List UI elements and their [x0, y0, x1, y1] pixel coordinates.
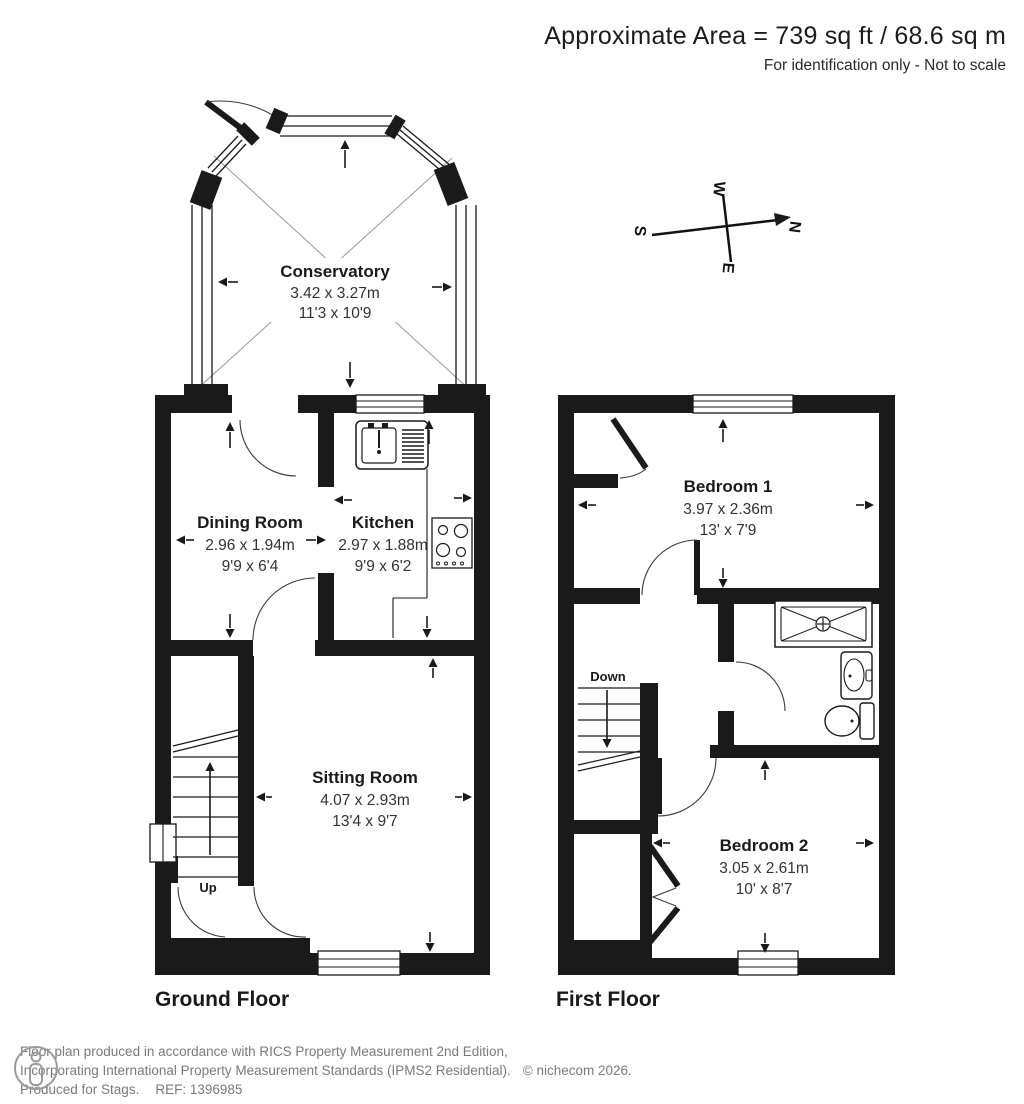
up-label: Up [199, 880, 217, 895]
room-metric-kitchen: 2.97 x 1.88m [338, 537, 428, 554]
bathroom-fixtures [775, 601, 874, 739]
ground-floor-title: Ground Floor [155, 988, 290, 1011]
room-imperial-sitting: 13'4 x 9'7 [332, 813, 398, 830]
cupboard-wall-bottom [574, 940, 652, 960]
bedroom2-window [738, 951, 798, 975]
room-imperial-kitchen: 9'9 x 6'2 [354, 558, 412, 575]
stair-break-line [578, 757, 640, 771]
room-metric-conservatory: 3.42 x 3.27m [290, 285, 380, 302]
kitchen-hob [432, 518, 472, 568]
cupboard-wall-top [574, 820, 658, 834]
cupboard-wall [640, 820, 652, 942]
sitting-room-window [318, 951, 400, 975]
room-metric-bedroom2: 3.05 x 2.61m [719, 860, 809, 877]
ground-windows [150, 395, 424, 975]
room-metric-bedroom1: 3.97 x 2.36m [683, 501, 773, 518]
compass-north-label: N [785, 220, 804, 234]
ground-stairs [173, 730, 238, 895]
compass-south-label: S [630, 224, 649, 237]
first-floor-plan [556, 395, 895, 1011]
compass-east-label: E [718, 261, 737, 275]
bedroom1-door [642, 540, 697, 595]
room-name-conservatory: Conservatory [280, 262, 390, 281]
room-name-kitchen: Kitchen [351, 513, 415, 532]
stairwell-wall-first [640, 683, 658, 820]
room-imperial-dining: 9'9 x 6'4 [221, 558, 279, 575]
bedroom1-closet-stub [574, 474, 618, 488]
conservatory-right-window [456, 205, 476, 386]
kitchen-partition-lower [318, 573, 334, 640]
sink-drainer [402, 430, 424, 462]
room-metric-sitting: 4.07 x 2.93m [320, 792, 410, 809]
conservatory-left-window [192, 205, 212, 386]
footer-text [20, 1042, 632, 1099]
stair-break-line [578, 751, 640, 765]
room-imperial-bedroom2: 10' x 8'7 [735, 881, 793, 898]
first-labels [556, 477, 809, 1011]
stairwell-wall [238, 656, 254, 886]
room-metric-dining: 2.96 x 1.94m [205, 537, 295, 554]
bathroom-door-arc [736, 662, 785, 711]
footer-line1: Floor plan produced in accordance with RICS Property Measurement 2nd Edition, [20, 1044, 508, 1059]
reference-number: REF: 1396985 [155, 1082, 243, 1097]
conservatory-top-window [280, 116, 392, 136]
room-imperial-bedroom1: 13' x 7'9 [699, 522, 757, 539]
bathroom-bedroom2-wall [710, 745, 879, 758]
room-name-sitting: Sitting Room [312, 768, 418, 787]
ground-floor-plan [150, 101, 490, 1011]
basin [841, 652, 872, 699]
room-name-bedroom1: Bedroom 1 [683, 477, 773, 496]
kitchen-sink [356, 421, 428, 469]
copyright-label: © nichecom 2026. [522, 1063, 632, 1078]
dining-sitting-door-arc [253, 578, 315, 640]
compass-rose [631, 181, 804, 275]
conservatory-post [390, 124, 400, 130]
conservatory-door [206, 101, 276, 132]
conservatory-left-angled-window [208, 136, 246, 176]
disclaimer-label: For identification only - Not to scale [763, 57, 1006, 74]
conservatory-dining-door-arc [240, 420, 296, 476]
bedroom2-door [658, 758, 716, 816]
kitchen-window [356, 395, 424, 413]
first-stairs [578, 669, 640, 771]
conservatory-bay [184, 101, 486, 398]
approximate-area-label: Approximate Area = 739 sq ft / 68.6 sq m [544, 22, 1006, 50]
sitting-room-door-arc [254, 887, 306, 937]
bedroom1-window [693, 395, 793, 413]
down-label: Down [590, 669, 626, 684]
produced-for-label: Produced for Stags. [20, 1082, 140, 1097]
room-imperial-conservatory: 11'3 x 10'9 [298, 305, 372, 322]
room-name-bedroom2: Bedroom 2 [719, 836, 809, 855]
bedroom1-closet-angled-wall [613, 419, 646, 468]
person-icon [12, 1042, 60, 1094]
bedroom2-closet-doors [650, 846, 678, 942]
conservatory-post [444, 166, 458, 202]
room-name-dining: Dining Room [197, 513, 303, 532]
bathroom-wall-upper [718, 604, 734, 662]
ground-labels [155, 262, 428, 1011]
conservatory-post [270, 118, 284, 124]
footer-line2: Incorporating International Property Measurement Standards (IPMS2 Residential). [20, 1063, 511, 1078]
footer [12, 1042, 632, 1099]
stair-treads [173, 757, 238, 877]
first-floor-title: First Floor [556, 988, 660, 1011]
hall-side-window [150, 824, 176, 862]
conservatory-post [200, 174, 212, 206]
bedroom1-closet-door-arc [620, 469, 646, 478]
compass-west-label: W [709, 180, 728, 198]
toilet [825, 703, 874, 739]
kitchen-partition-upper [318, 413, 334, 487]
bath [775, 601, 872, 647]
